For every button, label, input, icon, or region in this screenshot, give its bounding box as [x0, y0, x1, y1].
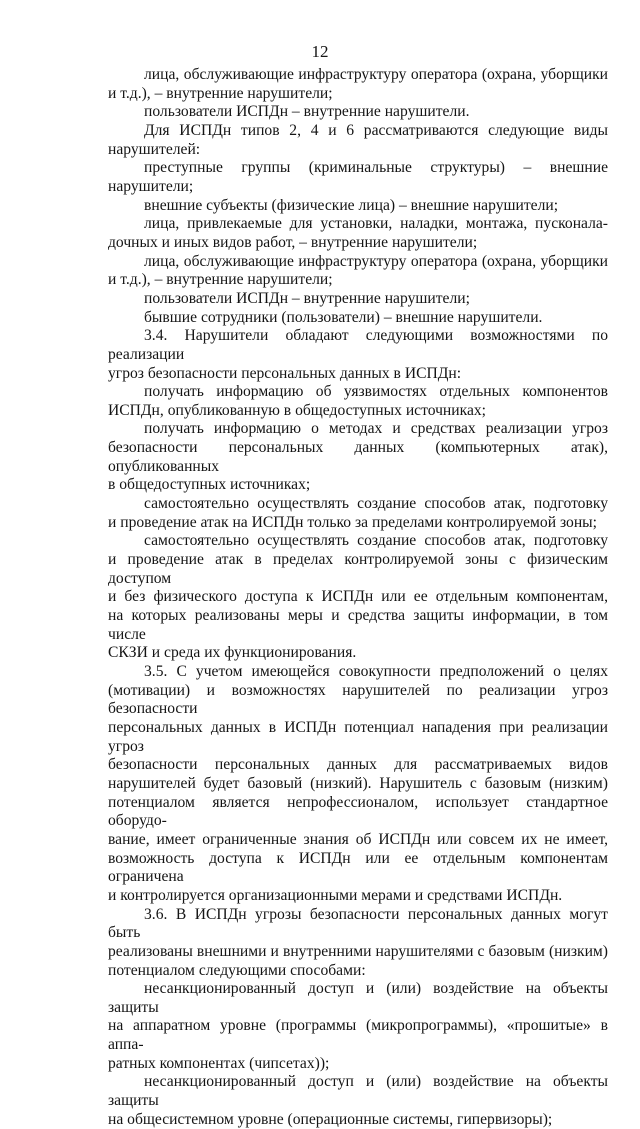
text-line: лица, обслуживающие инфраструктуру оператора (охрана, уборщики	[144, 66, 608, 83]
text-line: лица, обслуживающие инфраструктуру оператора (охрана, уборщики	[144, 252, 608, 270]
text-line: получать информацию о методах и средствах реализации угроз	[144, 420, 608, 438]
text-line: и контролируется организационными мерами и средствами ИСПДн.	[108, 886, 563, 904]
text-line: получать информацию об уязвимостях отдельных компонентов	[144, 383, 608, 401]
text-line: персональных данных в ИСПДн потенциал нападения при реализации угроз	[108, 718, 608, 755]
text-line: на аппаратном уровне (программы (микропрограммы), «прошитые» в аппа-	[108, 1017, 608, 1054]
text-line: внешние субъекты (физические лица) – внешние нарушители;	[144, 196, 559, 214]
text-line: потенциалом является непрофессионалом, использует стандартное оборудо-	[108, 793, 608, 830]
text-line: на общесистемном уровне (операционные системы, гипервизоры);	[108, 1110, 553, 1128]
text-line: безопасности персональных данных (компьютерных атак), опубликованных	[108, 439, 608, 475]
text-line: нарушителей будет базовый (низкий). Нарушитель с базовым (низким)	[108, 774, 608, 792]
text-line: ИСПДн, опубликованную в общедоступных источниках;	[108, 401, 487, 419]
text-line: и т.д.), – внутренние нарушители;	[108, 271, 333, 289]
text-line: возможность доступа к ИСПДн или ее отдельным компонентам ограничена	[108, 849, 608, 886]
text-line: потенциалом следующими способами:	[108, 961, 366, 979]
text-line: Для ИСПДн типов 2, 4 и 6 рассматриваются следующие виды	[144, 121, 608, 139]
text-line: на которых реализованы меры и средства защиты информации, в том числе	[108, 607, 608, 643]
text-line: и без физического доступа к ИСПДн или ее отдельным компонентам,	[108, 588, 608, 606]
text-line: реализованы внешними и внутренними нарушителями с базовым (низким)	[108, 942, 608, 960]
text-line: 3.6. В ИСПДн угрозы безопасности персональных данных могут быть	[108, 905, 608, 942]
text-line: 3.5. С учетом имеющейся совокупности предположений о целях	[144, 663, 608, 680]
text-line: бывшие сотрудники (пользователи) – внешние нарушители.	[144, 308, 543, 326]
page-number: 12	[311, 42, 329, 61]
text-line: и проведение атак в пределах контролируемой зоны с физическим доступом	[108, 551, 608, 587]
text-line: вание, имеет ограниченные знания об ИСПДн или совсем их не имеет,	[108, 830, 608, 848]
text-line: в общедоступных источниках;	[108, 476, 311, 494]
text-line: пользователи ИСПДн – внутренние нарушители.	[144, 103, 470, 121]
text-line: нарушителей:	[108, 140, 201, 158]
text-line: угроз безопасности персональных данных в ИСПДн:	[108, 364, 462, 382]
text-line: лица, привлекаемые для установки, наладки, монтажа, пусконала-	[144, 215, 608, 233]
text-line: несанкционированный доступ и (или) воздействие на объекты защиты	[108, 1073, 608, 1110]
text-line: безопасности персональных данных для рассматриваемых видов	[108, 756, 608, 774]
text-line: несанкционированный доступ и (или) воздействие на объекты защиты	[108, 980, 608, 1016]
text-line: и проведение атак на ИСПДн только за пределами контролируемой зоны;	[108, 513, 597, 531]
text-line: пользователи ИСПДн – внутренние нарушители;	[144, 289, 470, 307]
text-line: и т.д.), – внутренние нарушители;	[108, 84, 333, 102]
text-line: СКЗИ и среда их функционирования.	[108, 644, 357, 662]
document-body	[108, 66, 608, 1129]
text-line: (мотивации) и возможностях нарушителей по реализации угроз безопасности	[108, 681, 608, 718]
text-line: дочных и иных видов работ, – внутренние нарушители;	[108, 233, 478, 251]
text-line: 3.4. Нарушители обладают следующими возможностями по реализации	[108, 327, 608, 363]
text-line: самостоятельно осуществлять создание способов атак, подготовку	[144, 532, 608, 550]
text-line: ратных компонентах (чипсетах));	[108, 1054, 330, 1072]
text-line: преступные группы (криминальные структуры) – внешние нарушители;	[108, 159, 608, 195]
text-line: самостоятельно осуществлять создание способов атак, подготовку	[144, 495, 608, 513]
